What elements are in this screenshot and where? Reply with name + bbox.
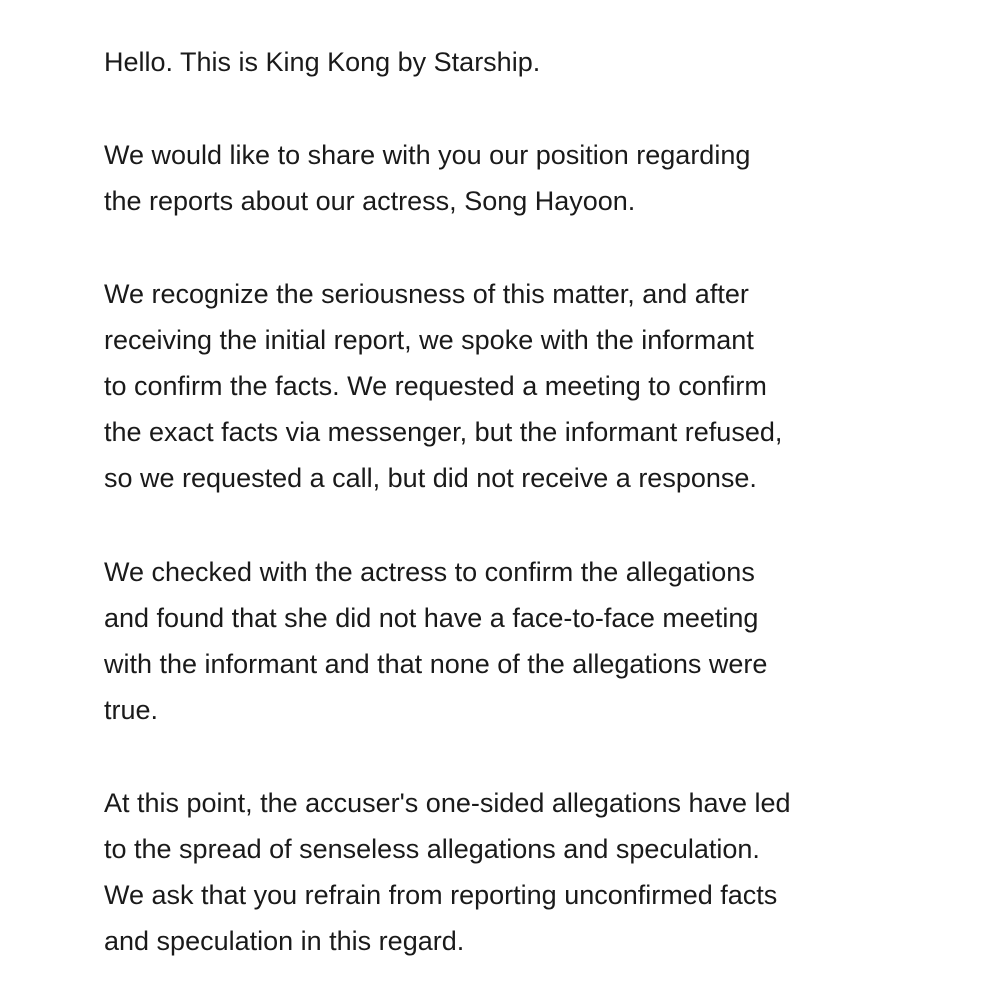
paragraph-4-line-2: to the spread of senseless allegations and speculation.: [104, 834, 760, 864]
paragraph-3-line-3: with the informant and that none of the allegations were: [104, 649, 768, 679]
paragraph-3-line-1: We checked with the actress to confirm the allegations: [104, 557, 755, 587]
paragraph-2-line-2: receiving the initial report, we spoke with the informant: [104, 325, 754, 355]
paragraph-2-line-1: We recognize the seriousness of this matter, and after: [104, 279, 749, 309]
paragraph-1-line-2: the reports about our actress, Song Hayoon.: [104, 186, 636, 216]
paragraph-2-line-3: to confirm the facts. We requested a meeting to confirm: [104, 371, 767, 401]
paragraph-4-line-4: and speculation in this regard.: [104, 926, 465, 956]
paragraph-4-line-1: At this point, the accuser's one-sided allegations have led: [104, 788, 791, 818]
paragraph-1-line-1: We would like to share with you our position regarding: [104, 140, 751, 170]
paragraph-3-line-4: true.: [104, 695, 159, 725]
paragraph-4-line-3: We ask that you refrain from reporting unconfirmed facts: [104, 880, 778, 910]
paragraph-2-line-5: so we requested a call, but did not receive a response.: [104, 463, 757, 493]
greeting-line: Hello. This is King Kong by Starship.: [104, 47, 541, 77]
paragraph-2-line-4: the exact facts via messenger, but the informant refused,: [104, 417, 783, 447]
paragraph-3-line-2: and found that she did not have a face-to-face meeting: [104, 603, 759, 633]
